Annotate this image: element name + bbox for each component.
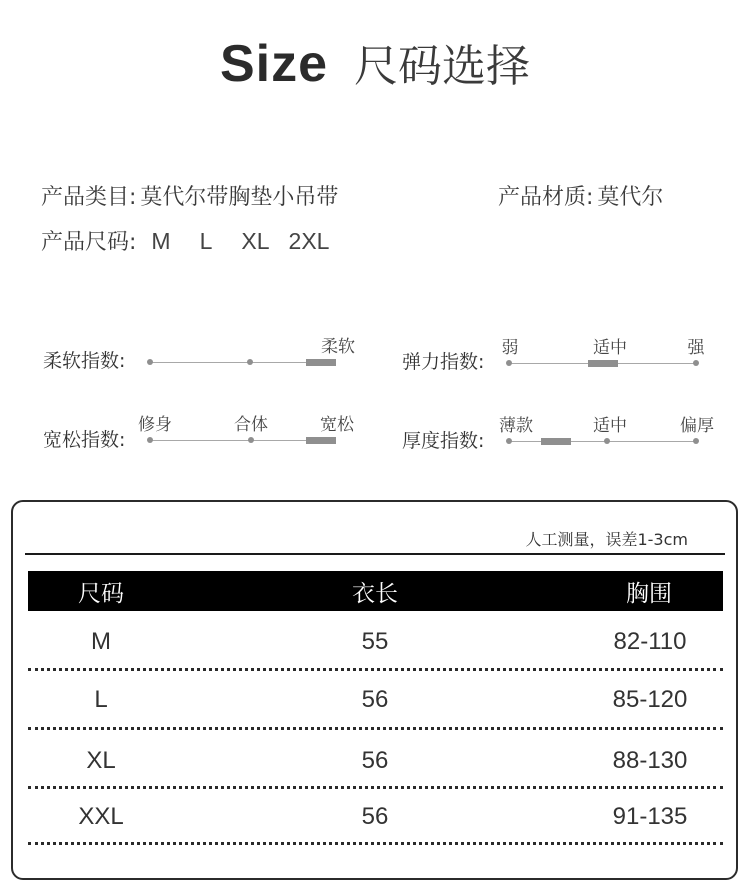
row-length: 56 xyxy=(361,686,389,713)
elasticity-tick-medium: 适中 xyxy=(593,338,627,358)
row-size: L xyxy=(94,686,108,713)
row-length: 56 xyxy=(361,803,389,830)
material-value: 莫代尔 xyxy=(597,185,664,210)
thickness-marker xyxy=(541,438,571,445)
thickness-dot-medium xyxy=(604,438,610,444)
row-bust: 82-110 xyxy=(613,628,687,655)
looseness-marker xyxy=(306,437,336,444)
thickness-tick-medium: 适中 xyxy=(593,416,627,436)
elasticity-marker xyxy=(588,360,618,367)
size-option: M xyxy=(151,228,171,254)
softness-marker xyxy=(306,359,336,366)
row-divider xyxy=(28,786,723,789)
table-row xyxy=(28,743,723,783)
elasticity-tick-strong: 强 xyxy=(687,338,705,358)
elasticity-dot-strong xyxy=(693,360,699,366)
page-title xyxy=(0,30,750,94)
softness-dot-1 xyxy=(147,359,153,365)
measurement-note: 人工测量，误差1-3cm xyxy=(525,530,688,549)
size-table-header xyxy=(28,571,723,611)
thickness-dot-thick xyxy=(693,438,699,444)
softness-dot-2 xyxy=(247,359,253,365)
title-chinese: 尺码选择 xyxy=(354,41,531,92)
note-divider xyxy=(25,553,725,555)
header-length: 衣长 xyxy=(352,581,398,607)
thickness-track xyxy=(509,441,697,442)
row-length: 55 xyxy=(361,628,389,655)
row-size: M xyxy=(91,628,111,655)
row-divider xyxy=(28,727,723,730)
row-bust: 88-130 xyxy=(612,747,688,774)
row-bust: 85-120 xyxy=(612,686,688,713)
size-list xyxy=(151,230,351,255)
header-size: 尺码 xyxy=(78,581,124,607)
size-option: XL xyxy=(241,228,270,254)
category-label: 产品类目: xyxy=(41,185,137,210)
material-info xyxy=(498,180,663,211)
row-divider xyxy=(28,668,723,671)
size-option: L xyxy=(199,228,213,254)
row-divider xyxy=(28,842,723,845)
looseness-tick-slim: 修身 xyxy=(138,415,172,435)
looseness-dot-fit xyxy=(248,437,254,443)
looseness-dot-slim xyxy=(147,437,153,443)
table-row xyxy=(28,799,723,839)
elasticity-tick-weak: 弱 xyxy=(501,338,519,358)
elasticity-label: 弹力指数: xyxy=(402,351,485,373)
material-label: 产品材质: xyxy=(498,185,594,210)
softness-tick-soft: 柔软 xyxy=(321,337,355,357)
size-label: 产品尺码: xyxy=(41,230,137,255)
category-value: 莫代尔带胸垫小吊带 xyxy=(140,185,339,210)
thickness-tick-thick: 偏厚 xyxy=(680,416,714,436)
row-size: XXL xyxy=(78,803,124,830)
looseness-tick-loose: 宽松 xyxy=(320,415,354,435)
thickness-label: 厚度指数: xyxy=(402,430,485,452)
thickness-tick-thin: 薄款 xyxy=(499,416,533,436)
row-bust: 91-135 xyxy=(612,803,688,830)
header-bust: 胸围 xyxy=(626,581,672,607)
title-english: Size xyxy=(219,35,329,93)
thickness-dot-thin xyxy=(506,438,512,444)
elasticity-dot-weak xyxy=(506,360,512,366)
row-length: 56 xyxy=(361,747,389,774)
category-info xyxy=(41,180,338,211)
size-option: 2XL xyxy=(288,228,330,254)
table-row xyxy=(28,682,723,722)
size-info xyxy=(41,225,351,256)
softness-label: 柔软指数: xyxy=(43,350,126,372)
looseness-tick-fit: 合体 xyxy=(234,415,268,435)
looseness-label: 宽松指数: xyxy=(43,429,126,451)
table-row xyxy=(28,624,723,664)
row-size: XL xyxy=(86,747,116,774)
